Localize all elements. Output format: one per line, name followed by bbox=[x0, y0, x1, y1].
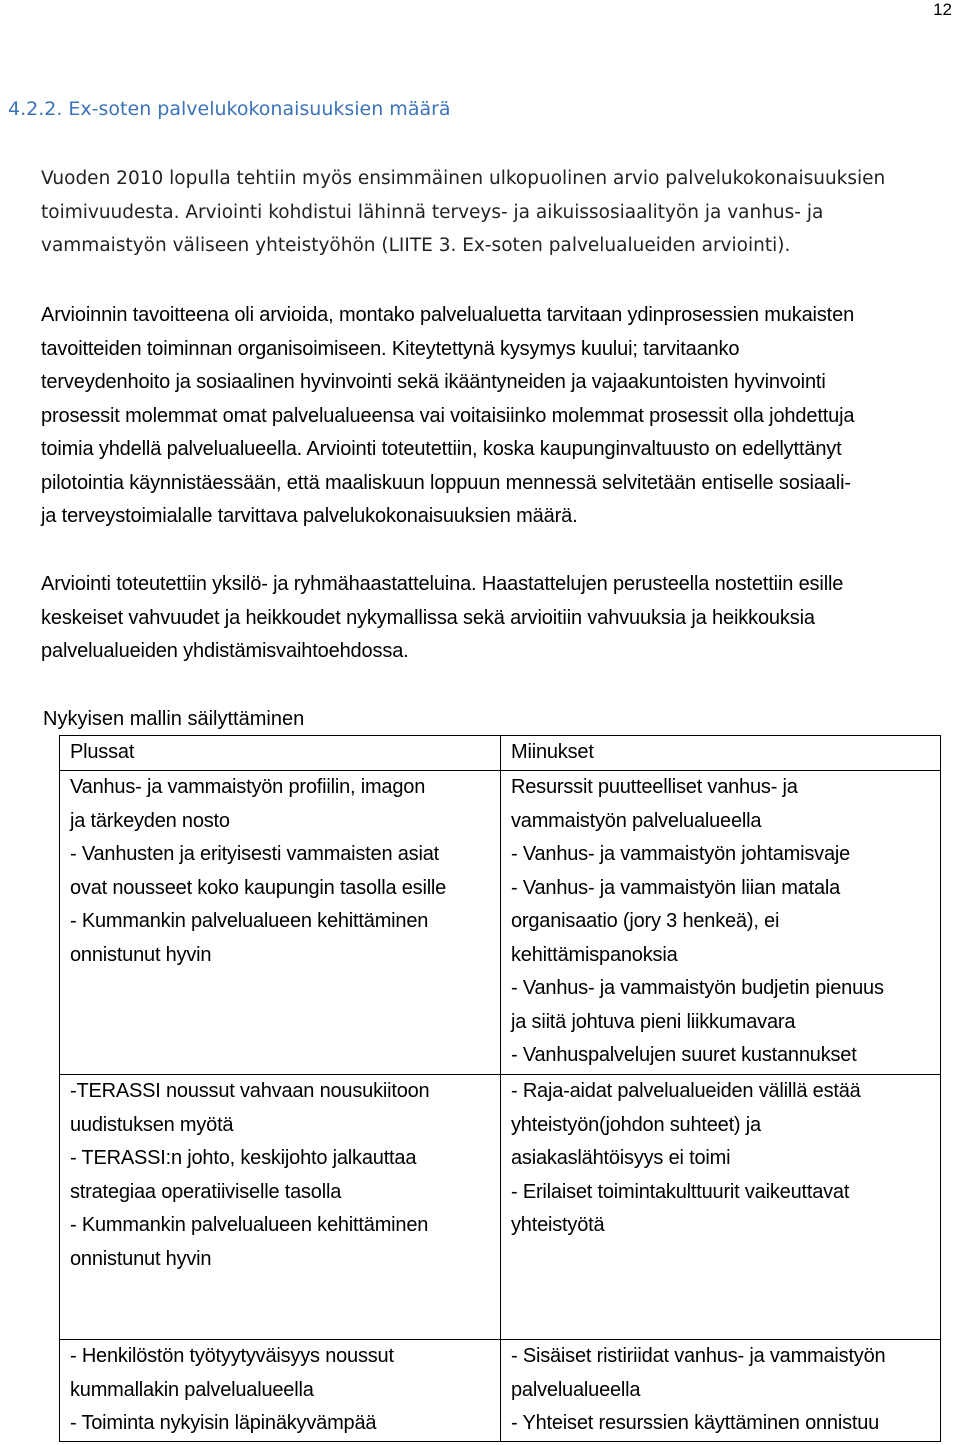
table-row bbox=[60, 771, 941, 1075]
pros-cons-table bbox=[59, 735, 941, 1442]
intro-paragraph: Vuoden 2010 lopulla tehtiin myös ensimmäinen ulkopuolinen arvio palvelukokonaisuuksien toimivuudesta. Arviointi kohdistui lähinnä terveys- ja aikuissosiaalityön ja vanhus- ja vammaistyön väliseen yhteistyöhön (LIITE 3. Ex-soten palvelualueiden arviointi). bbox=[41, 168, 886, 256]
pros-cell: -TERASSI noussut vahvaan nousukiitoon uudistuksen myötä - TERASSI:n johto, keskijohto jalkauttaa strategiaa operatiiviselle tasolla - Kummankin palvelualueen kehittäminen onnistunut hyvin bbox=[60, 1075, 501, 1340]
paragraph-method: Arviointi toteutettiin yksilö- ja ryhmähaastatteluina. Haastattelujen perusteella nostettiin esille keskeiset vahvuudet ja heikkoudet nykymallissa sekä arvioitiin vahvuuksia ja heikkouksia palvelualueiden yhdistämisvaihtoehdossa. bbox=[41, 573, 844, 662]
table-row bbox=[60, 1075, 941, 1340]
pros-cell: Vanhus- ja vammaistyön profiilin, imagon ja tärkeyden nosto - Vanhusten ja erityisesti vammaisten asiat ovat nousseet koko kaupungin tasolla esille - Kummankin palvelualueen kehittäminen onnistunut hyvin bbox=[60, 771, 501, 1075]
page-number: 12 bbox=[933, 0, 952, 19]
table-caption: Nykyisen mallin säilyttäminen bbox=[43, 708, 305, 730]
pros-cell: - Henkilöstön työtyytyväisyys noussut kummallakin palvelualueella - Toiminta nykyisin läpinäkyvämpää bbox=[60, 1340, 501, 1442]
header-pros: Plussat bbox=[60, 736, 501, 771]
section-heading: 4.2.2. Ex-soten palvelukokonaisuuksien määrä bbox=[8, 98, 451, 120]
cons-cell: Resurssit puutteelliset vanhus- ja vammaistyön palvelualueella - Vanhus- ja vammaistyön johtamisvaje - Vanhus- ja vammaistyön liian matala organisaatio (jory 3 henkeä), ei kehittämispanoksia - Vanhus- ja vammaistyön budjetin pienuus ja siitä johtuva pieni liikkumavara - Vanhuspalvelujen suuret kustannukset bbox=[501, 771, 941, 1075]
paragraph-goal: Arvioinnin tavoitteena oli arvioida, montako palvelualuetta tarvitaan ydinprosessien mukaisten tavoitteiden toiminnan organisoimiseen. Kiteytettynä kysymys kuului; tarvitaanko terveydenhoito ja sosiaalinen hyvinvointi sekä ikääntyneiden ja vajaakuntoisten hyvinvointi prosessit molemmat omat palvelualueensa vai voitaisiinko molemmat prosessit olla johdettuja toimia yhdellä palvelualueella. Arviointi toteutettiin, koska kaupunginvaltuusto on edellyttänyt pilotointia käynnistäessään, että maaliskuun loppuun mennessä selvitetään entiselle sosiaali- ja terveystoimialalle tarvittava palvelukokonaisuuksien määrä. bbox=[41, 304, 855, 527]
header-cons: Miinukset bbox=[501, 736, 941, 771]
cons-cell: - Raja-aidat palvelualueiden välillä estää yhteistyön(johdon suhteet) ja asiakaslähtöisyys ei toimi - Erilaiset toimintakulttuurit vaikeuttavat yhteistyötä bbox=[501, 1075, 941, 1340]
table-row bbox=[60, 1340, 941, 1442]
cons-cell: - Sisäiset ristiriidat vanhus- ja vammaistyön palvelualueella - Yhteiset resurssien käyttäminen onnistuu bbox=[501, 1340, 941, 1442]
table-header-row bbox=[60, 736, 941, 771]
